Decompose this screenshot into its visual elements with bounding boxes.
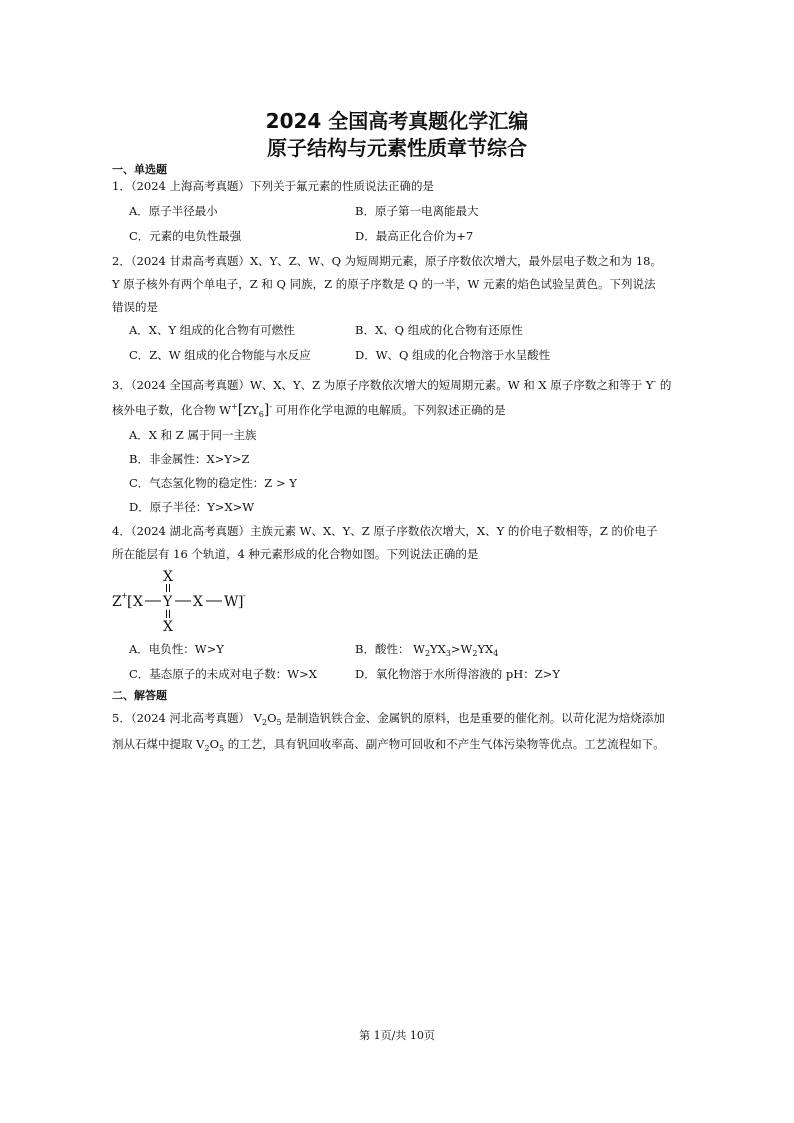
q4-option-b bbox=[355, 641, 498, 662]
diagram-anion-charge: - bbox=[243, 591, 246, 600]
q1-option-b: B．原子第一电离能最大 bbox=[355, 204, 479, 218]
q2-option-c: C．Z、W 组成的化合物能与水反应 bbox=[129, 348, 311, 362]
q4-b-sub2b: 2 bbox=[472, 649, 478, 658]
q5-stem-line2a: 剂从石煤中提取 bbox=[112, 737, 193, 751]
q4-b-sub3: 3 bbox=[445, 649, 451, 658]
q3-cmpd-w: W bbox=[219, 403, 231, 417]
q3-ion-charge: - bbox=[653, 377, 657, 386]
q5-f1-v: V bbox=[253, 711, 262, 725]
q5-f2-v: V bbox=[196, 737, 205, 751]
q4-option-b-label: B．酸性： bbox=[355, 642, 410, 656]
q2-option-a: A．X、Y 组成的化合物有可燃性 bbox=[129, 323, 295, 337]
q1-option-a: A．原子半径最小 bbox=[129, 204, 218, 218]
q3-stem-line2 bbox=[112, 399, 506, 423]
q4-b-yx2: YX bbox=[477, 642, 494, 656]
q4-stem-line2: 所在能层有 16 个轨道，4 种元素形成的化合物如图。下列说法正确的是 bbox=[112, 547, 479, 561]
q3-option-d: D．原子半径：Y>X>W bbox=[129, 500, 255, 514]
q4-option-b-formula bbox=[413, 642, 498, 656]
q5-stem-line1-rest: 是制造钒铁合金、金属钒的原料，也是重要的催化剂。以苛化泥为焙烧添加 bbox=[285, 711, 665, 725]
q5-formula-2 bbox=[196, 737, 224, 751]
q4-b-sub4: 4 bbox=[493, 649, 499, 658]
q3-stem-line1 bbox=[112, 374, 671, 393]
q4-b-w2: W bbox=[460, 642, 473, 656]
diagram-atom-y: Y bbox=[163, 594, 173, 610]
q5-stem-line1 bbox=[112, 710, 665, 731]
q3-cmpd-z: ZY bbox=[243, 403, 259, 417]
q3-compound-formula: $W^+[ZY_6]^-$ bbox=[219, 402, 273, 419]
q4-b-sub2: 2 bbox=[424, 649, 431, 658]
q5-f2-o: O bbox=[209, 737, 219, 751]
diagram-z-charge: + bbox=[121, 591, 128, 600]
q3-stem-line2a: 核外电子数，化合物 bbox=[112, 403, 216, 417]
q1-option-d: D．最高正化合价为+7 bbox=[355, 229, 474, 243]
q5-f1-sub2: 2 bbox=[261, 718, 268, 727]
page-footer: 第 1页/共 10页 bbox=[359, 1029, 435, 1042]
section-heading-answer: 二、解答题 bbox=[112, 689, 167, 702]
q5-f1-o: O bbox=[267, 711, 277, 725]
q5-f1-sub5: 5 bbox=[276, 718, 282, 727]
q5-formula-1 bbox=[254, 711, 282, 725]
q2-stem-line3: 错误的是 bbox=[112, 300, 158, 314]
document-title: 2024 全国高考真题化学汇编 bbox=[265, 109, 529, 133]
q3-option-b: B．非金属性：X>Y>Z bbox=[129, 452, 250, 466]
q4-option-a: A．电负性：W>Y bbox=[129, 642, 224, 656]
q2-stem-line1: 2．（2024 甘肃高考真题）X、Y、Z、W、Q 为短周期元素，原子序数依次增大，最外层电子数之和为 18。 bbox=[112, 254, 662, 268]
q5-f2-sub2: 2 bbox=[204, 744, 210, 753]
q2-option-d: D．W、Q 组成的化合物溶于水呈酸性 bbox=[355, 348, 551, 362]
q1-option-c: C．元素的电负性最强 bbox=[129, 229, 242, 243]
diagram-atom-x2: X bbox=[193, 594, 203, 610]
q3-cmpd-sub: 6 bbox=[258, 410, 264, 419]
diagram-atom-top: X bbox=[163, 569, 173, 585]
q3-stem-line2b: 可用作化学电源的电解质。下列叙述正确的是 bbox=[275, 403, 506, 417]
q4-option-c: C．基态原子的未成对电子数：W>X bbox=[129, 667, 317, 681]
q3-stem-line1-end: 的 bbox=[659, 378, 672, 392]
q3-cmpd-charge: - bbox=[269, 402, 273, 411]
document-subtitle: 原子结构与元素性质章节综合 bbox=[267, 136, 527, 160]
q4-b-w1: W bbox=[413, 642, 425, 656]
diagram-atom-x1: X bbox=[133, 594, 143, 610]
section-heading-single-choice: 一、单选题 bbox=[112, 163, 167, 176]
q4-stem-line1: 4．（2024 湖北高考真题）主族元素 W、X、Y、Z 原子序数依次增大，X、Y 的价电子数相等，Z 的价电子 bbox=[112, 524, 658, 538]
q4-b-yx1: YX bbox=[430, 642, 446, 656]
diagram-bracket-right: ] bbox=[238, 594, 244, 610]
q5-stem-line2 bbox=[112, 736, 665, 757]
q5-f2-sub5: 5 bbox=[219, 744, 225, 753]
diagram-atom-bottom: X bbox=[163, 619, 173, 633]
q5-stem-line2b: 的工艺，具有钒回收率高、副产物可回收和不产生气体污染物等优点。工艺流程如下。 bbox=[227, 737, 665, 751]
q2-option-b: B．X、Q 组成的化合物有还原性 bbox=[355, 323, 523, 337]
q4-structure-diagram bbox=[112, 567, 262, 633]
q2-stem-line2: Y 原子核外有两个单电子，Z 和 Q 同族，Z 的原子序数是 Q 的一半，W 元素的焰色试验呈黄色。下列说法 bbox=[112, 277, 656, 291]
q5-stem-prefix: 5．（2024 河北高考真题） bbox=[112, 711, 250, 725]
q4-b-gt: > bbox=[450, 642, 461, 656]
diagram-bracket-left: [ bbox=[127, 594, 133, 610]
q3-option-a: A．X 和 Z 属于同一主族 bbox=[129, 428, 257, 442]
q3-option-c: C．气态氢化物的稳定性：Z > Y bbox=[129, 476, 297, 490]
diagram-atom-z: Z bbox=[112, 594, 122, 610]
q1-stem: 1．（2024 上海高考真题）下列关于氟元素的性质说法正确的是 bbox=[112, 179, 434, 193]
diagram-atom-w: W bbox=[224, 594, 239, 610]
q3-ion-symbol: Y bbox=[645, 378, 654, 392]
q3-cmpd-w-charge: + bbox=[230, 402, 238, 411]
q3-ion-y bbox=[646, 378, 656, 392]
q4-option-d: D．氧化物溶于水所得溶液的 pH：Z>Y bbox=[355, 667, 560, 681]
q3-stem-text: 3．（2024 全国高考真题）W、X、Y、Z 为原子序数依次增大的短周期元素。W 和 X 原子序数之和等于 bbox=[112, 378, 643, 392]
